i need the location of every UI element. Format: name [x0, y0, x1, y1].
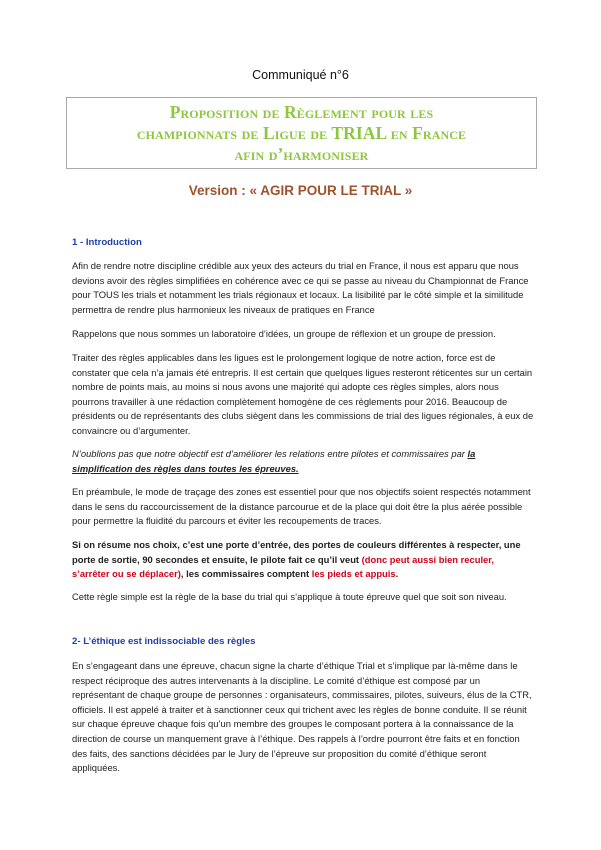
section-title-ethics: 2- L’éthique est indissociable des règles	[72, 636, 256, 647]
summary-red-note: (donc peut aussi bien reculer, s’arrêter ou se déplacer)	[72, 553, 494, 580]
intro-paragraph-2: Rappelons que nous sommes un laboratoire d’idées, un groupe de réflexion et un groupe de pression.	[72, 328, 496, 339]
communique-number: Communiqué n°6	[252, 68, 349, 82]
title-line-1: Proposition de Règlement pour les	[169, 101, 434, 122]
intro-paragraph-5: En préambule, le mode de traçage des zones est essentiel pour que nos objectifs soient respectés notamment dans le sens du raccourcissement de la distance parcourue et de la place qui doit être la plus aérée possible pour permettre la fluidité du parcours et éviter les recoupements de traces.	[72, 486, 531, 527]
version-line: Version : « AGIR POUR LE TRIAL »	[188, 183, 413, 198]
intro-paragraph-7: Cette règle simple est la règle de la base du trial qui s’applique à toute épreuve quel que soit son niveau.	[72, 591, 507, 602]
section-title-introduction: 1 - Introduction	[72, 237, 142, 248]
intro-paragraph-6	[72, 538, 534, 582]
summary-period: .	[395, 568, 399, 580]
summary-red-feet: les pieds et appuis	[311, 568, 396, 580]
summary-text: Si on résume nos choix, c’est une porte d’entrée, des portes de couleurs différentes à respecter, une porte de sortie, 90 secondes et ensuite, le pilote fait ce qu’il veut	[72, 539, 521, 565]
summary-text-2: , les commissaires comptent	[180, 568, 312, 580]
intro-paragraph-3: Traiter des règles applicables dans les ligues est le prolongement logique de notre action, force est de constater que cela n’a jamais été entrepris. Il est certain que quelques ligues resteront réticentes sur un certain nombre de points mais, au moins si nous avons une majorité qui adopte ces règles simples, alors nous pourrons travailler à une rédaction complètement homogène de ces règlements pour 2016. Beaucoup de présidents ou de représentants des clubs siègent dans les commissions de trial des ligues régionales, à eux de convaincre ou d’argumenter.	[72, 352, 534, 436]
title-box	[66, 97, 537, 169]
simplification-emphasis: la simplification des règles dans toutes les épreuves.	[72, 448, 476, 474]
intro-paragraph-1: Afin de rendre notre discipline crédible aux yeux des acteurs du trial en France, il nous est apparu que nous devions avoir des règles simplifiées en cohérence avec ce qui se passe au niveau du Championnat de France pour TOUS les trials et notamment les trials régionaux et locaux. La lisibilité par le côté simple et la similitude permettra de rendre plus harmonieux les niveaux de pratiques en France	[72, 260, 529, 315]
objective-text: N’oublions pas que notre objectif est d’améliorer les relations entre pilotes et commissaires par	[72, 448, 468, 459]
ethics-paragraph-1: En s’engageant dans une épreuve, chacun signe la charte d’éthique Trial et s’implique par là-même dans le respect réciproque des autres intervenants à la discipline. Le comité d’éthique est composé par un représentant de chaque groupe de personnes : organisateurs, commissaires, pilotes, suiveurs, élus de la CTR, officiels. Il est appelé à traiter et à sanctionner ceux qui trichent avec les règles de bonne conduite. Il se réunit sur chaque épreuve chaque fois qu’un membre des groupes le composant portera à la connaissance de la direction de course un manquement grave à l’éthique. Des rappels à l’ordre pourront être faits et en fonction des faits, des sanctions décidées par le Jury de l’épreuve sur proposition du comité d’éthique seront appliquées.	[72, 660, 532, 774]
title-line-3: afin d’harmoniser	[234, 143, 369, 164]
intro-paragraph-4	[72, 447, 534, 476]
title-line-2: championnats de Ligue de TRIAL en France	[136, 122, 467, 143]
